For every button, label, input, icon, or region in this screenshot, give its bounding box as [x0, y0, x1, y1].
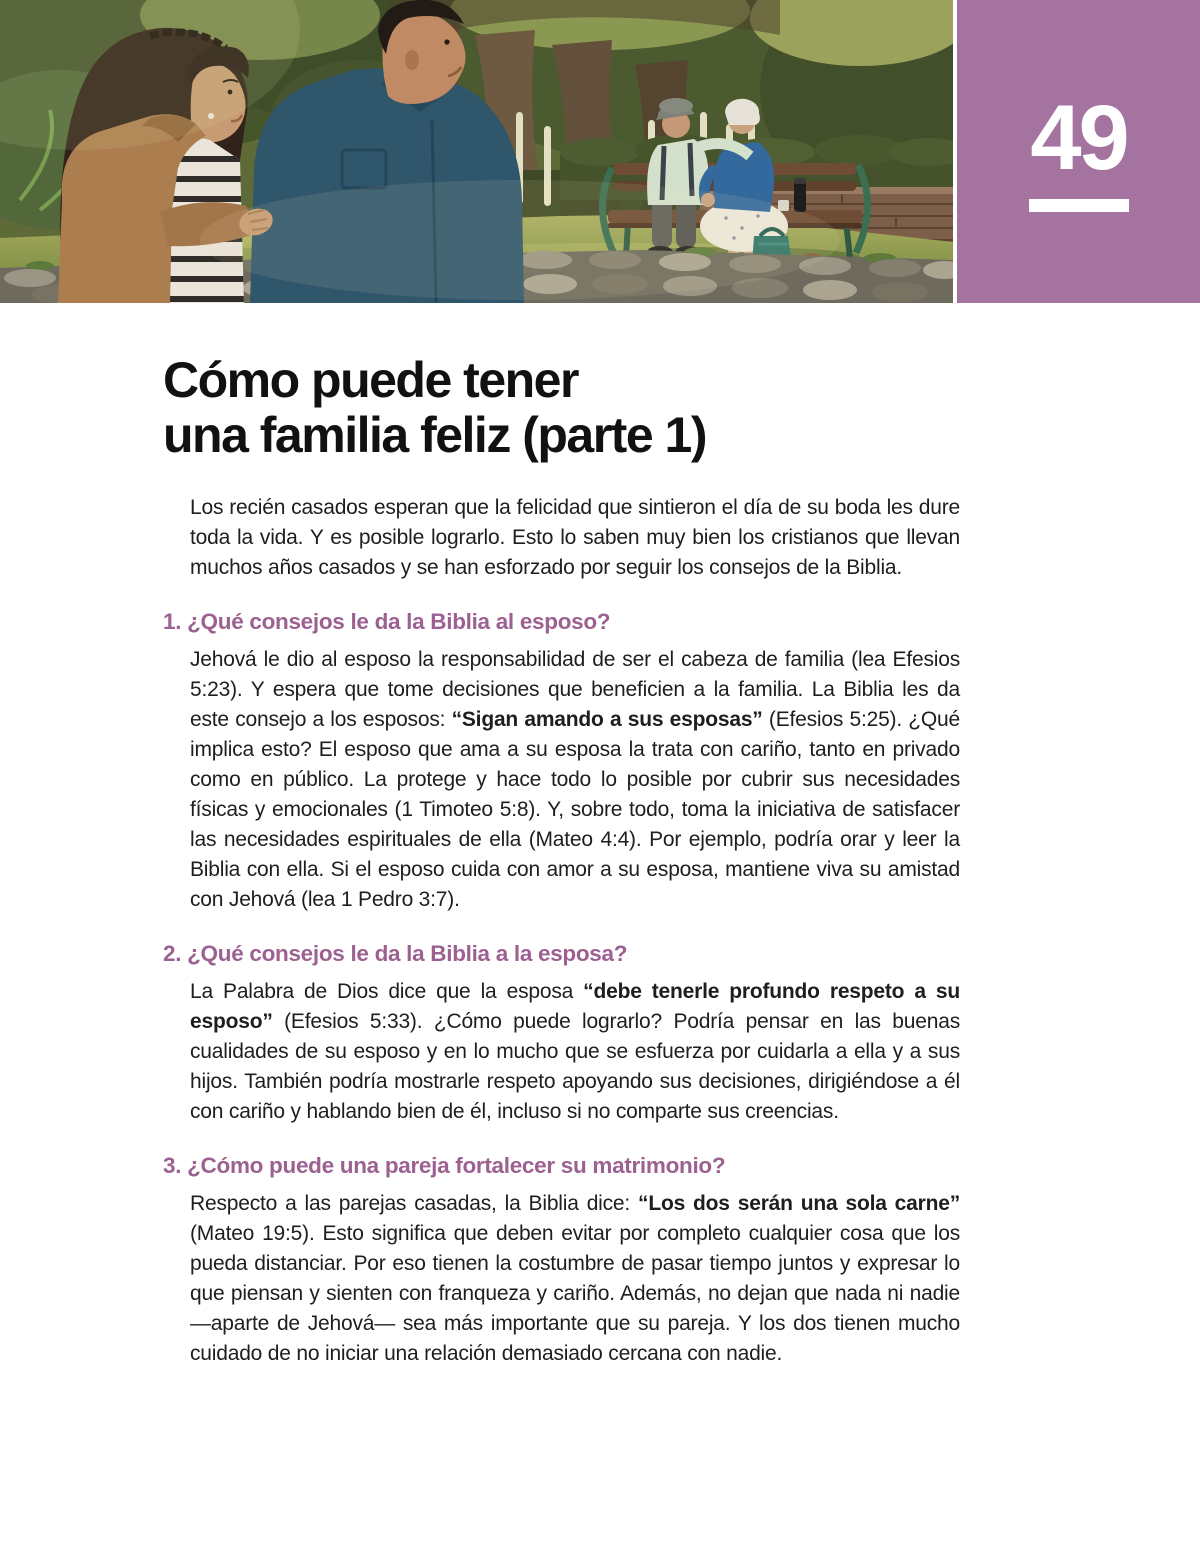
question-heading-2: 2. ¿Qué consejos le da la Biblia a la esposa? — [163, 941, 628, 966]
section-paragraph-2: La Palabra de Dios dice que la esposa “debe tenerle profundo respeto a su esposo” (Efesios 5:33). ¿Cómo puede lograrlo? Podría pensar en las buenas cualidades de su esposo y en lo mucho que se esfuerza por cuidarla a ella y a sus hijos. También podría mostrarle respeto apoyando sus decisiones, dirigiéndose a él con cariño y hablando bien de él, incluso si no comparte sus creencias. — [190, 980, 960, 1123]
lesson-number-underline — [1029, 199, 1129, 212]
section-3 — [163, 1151, 960, 1369]
section-2 — [163, 939, 960, 1127]
section-1 — [163, 607, 960, 915]
lesson-number: 49 — [1030, 87, 1127, 189]
lesson-number-badge — [957, 0, 1200, 303]
question-heading-1: 1. ¿Qué consejos le da la Biblia al esposo? — [163, 609, 611, 634]
lesson-content — [0, 353, 1200, 1369]
page-title-line-2: una familia feliz (parte 1) — [163, 407, 706, 463]
page-header — [0, 0, 1200, 303]
intro-paragraph: Los recién casados esperan que la felicidad que sintieron el día de su boda les dure toda la vida. Y es posible lograrlo. Esto lo saben muy bien los cristianos que llevan muchos años casados y se han esforzado por seguir los consejos de la Biblia. — [190, 496, 960, 579]
page-title — [163, 353, 960, 463]
question-heading-3: 3. ¿Cómo puede una pareja fortalecer su matrimonio? — [163, 1153, 726, 1178]
park-photo-illustration — [0, 0, 953, 303]
section-paragraph-1: Jehová le dio al esposo la responsabilidad de ser el cabeza de familia (lea Efesios 5:23). Y espera que tome decisiones que beneficien a la familia. La Biblia les da este consejo a los esposos: “Sigan amando a sus esposas” (Efesios 5:25). ¿Qué implica esto? El esposo que ama a su esposa la trata con cariño, tanto en privado como en público. La protege y hace todo lo posible por cubrir sus necesidades físicas y emocionales (1 Timoteo 5:8). Y, sobre todo, toma la iniciativa de satisfacer las necesidades espirituales de ella (Mateo 4:4). Por ejemplo, podría orar y leer la Biblia con ella. Si el esposo cuida con amor a su esposa, mantiene viva su amistad con Jehová (lea 1 Pedro 3:7). — [190, 648, 960, 911]
page-title-line-1: Cómo puede tener — [163, 352, 578, 408]
section-paragraph-3: Respecto a las parejas casadas, la Biblia dice: “Los dos serán una sola carne” (Mateo 19:5). Esto significa que deben evitar por completo cualquier cosa que los pueda distanciar. Por eso tienen la costumbre de pasar tiempo juntos y expresar lo que piensan y sienten con franqueza y cariño. Además, no dejan que nada ni nadie —aparte de Jehová— sea más importante que su pareja. Y los dos tienen mucho cuidado de no iniciar una relación demasiado cercana con nadie. — [190, 1192, 960, 1365]
header-photo — [0, 0, 953, 303]
